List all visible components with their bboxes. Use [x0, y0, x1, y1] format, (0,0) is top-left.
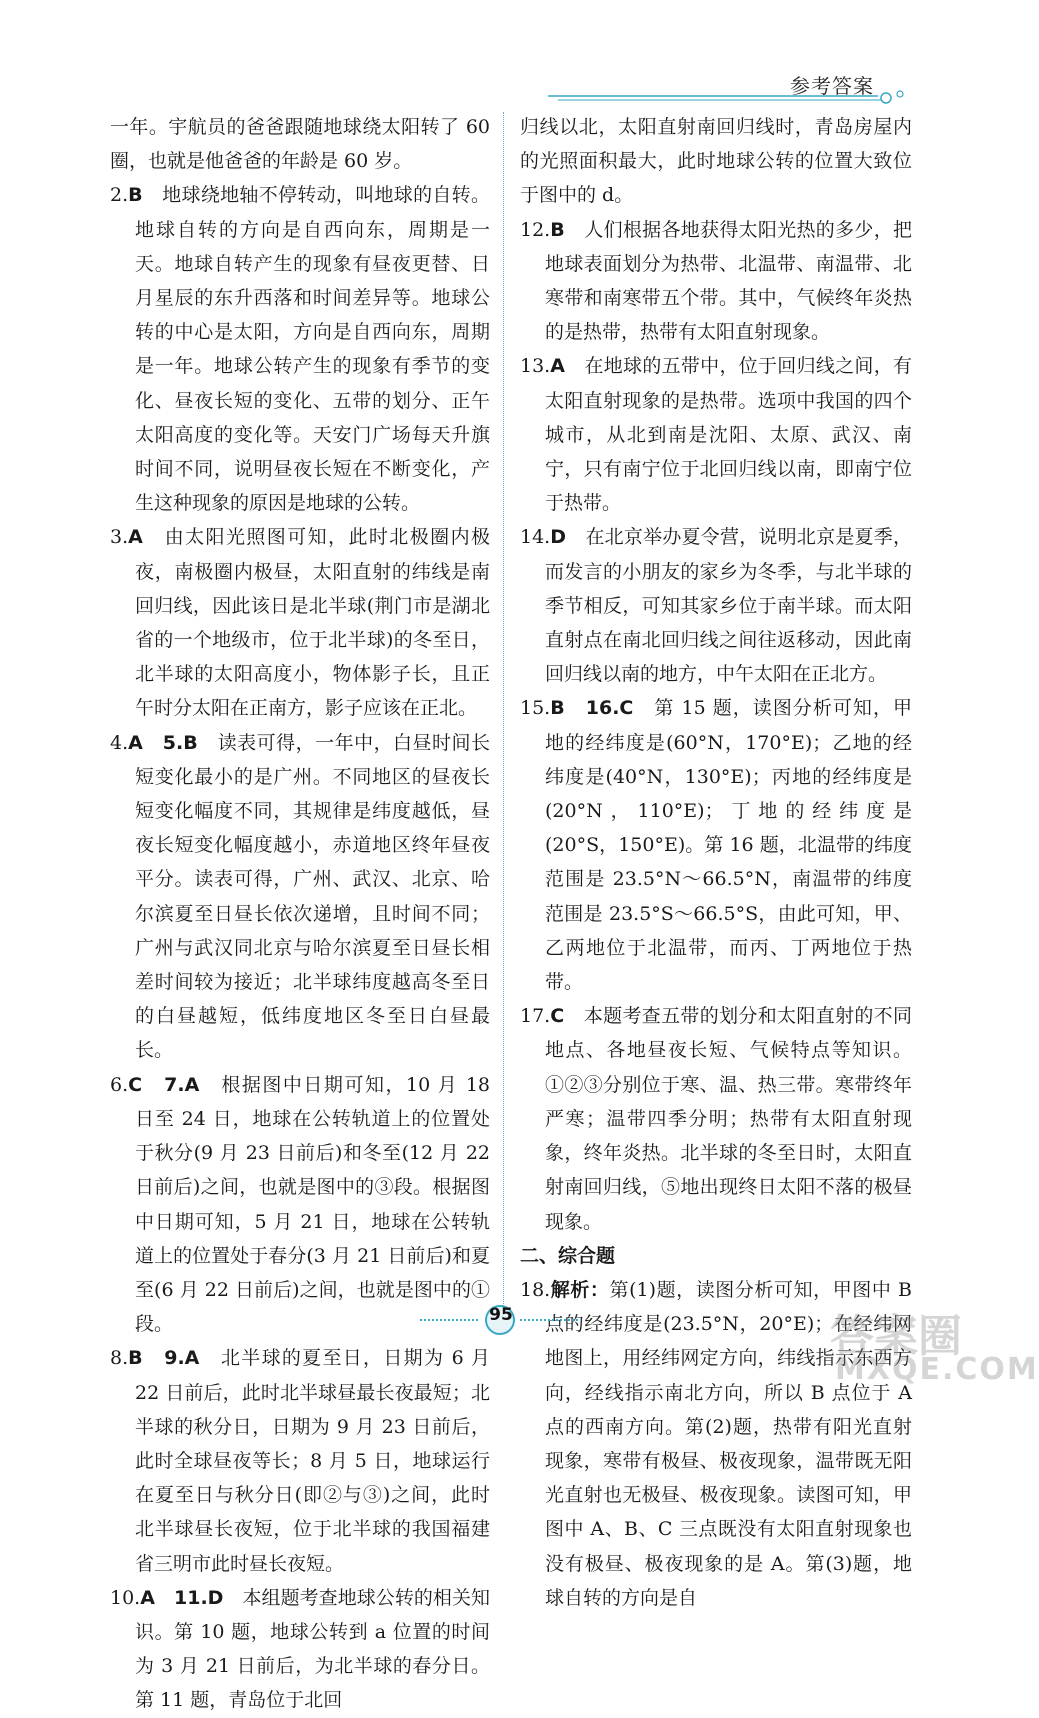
answer-text: 北半球的夏至日，日期为 6 月 22 日前后，此时北半球昼最长夜最短；北半球的秋分日，日期为 9 月 23 日前后，此时全球昼夜等长；8 月 5 日，地球运行在夏至日与秋分日(即②与③)之间，此时北半球昼长夜短，位于北半球的我国福建省三明市此时昼长夜短。: [135, 1347, 491, 1575]
question-number: 3.: [110, 526, 129, 549]
answer-text: 由太阳光照图可知，此时北极圈内极夜，南极圈内极昼，太阳直射的纬线是南回归线，因此该日是北半球(荆门市是湖北省的一个地级市，位于北半球)的冬至日，北半球的太阳高度小，物体影子长，且正午时分太阳在正南方，影子应该在正北。: [135, 526, 490, 720]
section-heading: 二、综合题: [520, 1244, 616, 1267]
answer-text: 根据图中日期可知，10 月 18 日至 24 日，地球在公转轨道上的位置处于秋分(9 月 23 日前后)和冬至(12 月 22 日前后)之间，也就是图中的③段。根据图中日期可知，5 月 21 日，地球在公转轨道上的位置处于春分(3 月 21 日前后)和夏至(6 月 22 日前后)之间，也就是图中的①段。: [135, 1073, 491, 1336]
answer-text: 在北京举办夏令营，说明北京是夏季，而发言的小朋友的家乡为冬季，与北半球的季节相反，可知其家乡位于南半球。而太阳直射点在南北回归线之间往返移动，因此南回归线以南的地方，中午太阳在正北方。: [545, 526, 912, 686]
watermark-url: MXQE.COM: [835, 1352, 1039, 1387]
answer-text: 本组题考查地球公转的相关知识。第 10 题，地球公转到 a 位置的时间为 3 月 21 日前后，为北半球的春分日。第 11 题，青岛位于北回: [135, 1586, 490, 1712]
answer-key: B 16.C: [550, 697, 634, 720]
watermark-logo: [830, 1300, 1039, 1400]
answer-key: B: [128, 184, 143, 207]
answer-key: D: [550, 526, 566, 549]
question-number: 12.: [520, 218, 551, 241]
header-title: 参考答案: [790, 74, 874, 98]
answer-item: [520, 691, 912, 999]
page-number: 95: [489, 1305, 513, 1325]
answer-key: 解析：: [550, 1278, 610, 1301]
answer-text: 人们根据各地获得太阳光热的多少，把地球表面划分为热带、北温带、南温带、北寒带和南寒带五个带。其中，气候终年炎热的是热带，热带有太阳直射现象。: [545, 218, 912, 344]
answer-text: 读表可得，一年中，白昼时间长短变化最小的是广州。不同地区的昼夜长短变化幅度不同，其规律是纬度越低，昼夜长短变化幅度越小，赤道地区终年昼夜平分。读表可得，广州、武汉、北京、哈尔滨夏至日昼长依次递增，且时间不同；广州与武汉同北京与哈尔滨夏至日昼长相差时间较为接近；北半球纬度越高冬至日的白昼越短，低纬度地区冬至日白昼最长。: [135, 731, 490, 1062]
answer-item: [520, 349, 912, 520]
answer-key: A 11.D: [140, 1586, 224, 1609]
answer-key: B 9.A: [128, 1347, 200, 1370]
question-number: 13.: [520, 355, 551, 378]
answer-item: [520, 213, 912, 350]
answer-text: 在地球的五带中，位于回归线之间，有太阳直射现象的是热带。选项中我国的四个城市，从北到南是沈阳、太原、武汉、南宁，只有南宁位于北回归线以南，即南宁位于热带。: [545, 355, 912, 515]
answer-text: 归线以北，太阳直射南回归线时，青岛房屋内的光照面积最大，此时地球公转的位置大致位于图中的 d。: [520, 116, 912, 207]
question-number: 8.: [110, 1347, 129, 1370]
answer-item: [110, 1581, 490, 1718]
answer-item: [110, 520, 490, 725]
answer-item: [110, 726, 490, 1068]
answer-key: A 5.B: [128, 731, 198, 754]
answer-text: 本题考查五带的划分和太阳直射的不同地点、各地昼夜长短、气候特点等知识。①②③分别位于寒、温、热三带。寒带终年严寒；温带四季分明；热带有太阳直射现象，终年炎热。北半球的冬至日时，太阳直射南回归线，⑤地出现终日太阳不落的极昼现象。: [545, 1005, 912, 1233]
watermark-text: 答案圈: [830, 1311, 962, 1362]
answer-item: [110, 178, 490, 520]
answer-item: [520, 999, 912, 1238]
answer-key: C 7.A: [128, 1073, 200, 1096]
question-number: 4.: [110, 731, 129, 754]
column-divider: [503, 112, 504, 1320]
answer-text: 第(1)题，读图分析可知，甲图中 B 点的经纬度是(23.5°N，20°E)；在经纬网地图上，用经纬网定方向，纬线指示东西方向，经线指示南北方向，所以 B 点位于 A 点的西南方向。第(2)题，热带有阳光直射现象，寒带有极昼、极夜现象，温带既无阳光直射也无极昼、极夜现象。读图可知，甲图中 A、B、C 三点既没有太阳直射现象也没有极昼、极夜现象的是 A。第(3)题，地球自转的方向是自: [545, 1278, 912, 1609]
left-column: [110, 110, 490, 1718]
answer-key: A: [550, 355, 565, 378]
question-number: 6.: [110, 1073, 129, 1096]
question-number: 14.: [520, 526, 551, 549]
answer-key: B: [550, 218, 565, 241]
question-number: 10.: [110, 1586, 141, 1609]
question-number: 2.: [110, 184, 129, 207]
question-number: 17.: [520, 1005, 551, 1028]
answer-item: [520, 520, 912, 691]
answer-continuation: [520, 110, 912, 213]
answer-text: 地球绕地轴不停转动，叫地球的自转。地球自转的方向是自西向东，周期是一天。地球自转产生的现象有昼夜更替、日月星辰的东升西落和时间差异等。地球公转的中心是太阳，方向是自西向东，周期是一年。地球公转产生的现象有季节的变化、昼夜长短的变化、五带的划分、正午太阳高度的变化等。天安门广场每天升旗时间不同，说明昼夜长短在不断变化，产生这种现象的原因是地球的公转。: [135, 184, 490, 515]
question-number: 15.: [520, 697, 551, 720]
answer-text: 第 15 题，读图分析可知，甲地的经纬度是(60°N，170°E)；乙地的经纬度是(40°N，130°E)；丙地的经纬度是(20°N，110°E)；丁地的经纬度是(20°S，150°E)。第 16 题，北温带的纬度范围是 23.5°N～66.5°N，南温带的纬度范围是 23.5°S～66.5°S，由此可知，甲、乙两地位于北温带，而丙、丁两地位于热带。: [545, 697, 912, 994]
answer-key: A: [128, 526, 143, 549]
answer-text: 一年。宇航员的爸爸跟随地球绕太阳转了 60 圈，也就是他爸爸的年龄是 60 岁。: [110, 116, 490, 173]
answer-continuation: [110, 110, 490, 178]
header-decoration: [548, 90, 908, 106]
answer-key: C: [550, 1005, 565, 1028]
answer-item: [110, 1341, 490, 1580]
question-number: 18.: [520, 1278, 551, 1301]
